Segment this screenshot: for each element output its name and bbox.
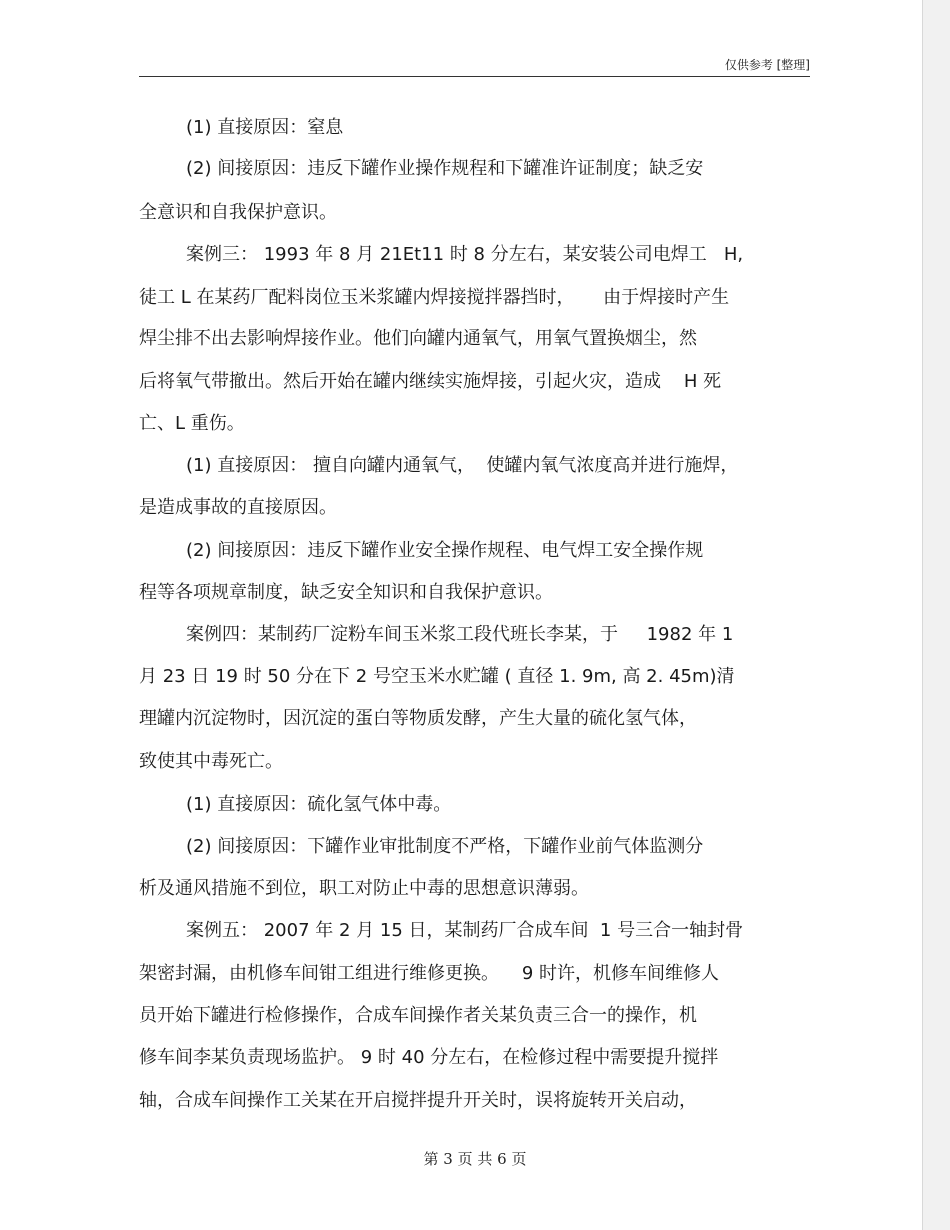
- text-line: 案例三： 1993 年 8 月 21Et11 时 8 分左右，某安装公司电焊工 H,: [186, 244, 744, 265]
- page-footer: 第 3 页 共 6 页: [423, 1150, 527, 1168]
- text-line: (1) 直接原因： 擅自向罐内通氧气， 使罐内氧气浓度高并进行施焊，: [186, 455, 739, 476]
- text-line: (1) 直接原因：硫化氢气体中毒。: [186, 794, 452, 815]
- text-line: 月 23 日 19 时 50 分在下 2 号空玉米水贮罐 ( 直径 1. 9m, 高 2. 45m)清: [139, 666, 735, 687]
- page-header: 仅供参考 [整理]: [724, 58, 810, 72]
- text-line: 后将氧气带撤出。然后开始在罐内继续实施焊接，引起火灾，造成 H 死: [139, 371, 722, 392]
- text-line: 徒工 L 在某药厂配料岗位玉米浆罐内焊接搅拌器挡时， 由于焊接时产生: [139, 287, 730, 308]
- text-line: 理罐内沉淀物时，因沉淀的蛋白等物质发酵，产生大量的硫化氢气体，: [139, 708, 697, 729]
- text-line: 析及通风措施不到位，职工对防止中毒的思想意识薄弱。: [139, 878, 589, 899]
- text-line: 是造成事故的直接原因。: [139, 497, 337, 518]
- text-line: (2) 间接原因：违反下罐作业安全操作规程、电气焊工安全操作规: [186, 540, 704, 561]
- text-line: (1) 直接原因：窒息: [186, 117, 344, 138]
- text-line: 全意识和自我保护意识。: [139, 202, 337, 223]
- text-line: 亡、L 重伤。: [139, 413, 245, 434]
- text-line: 案例五： 2007 年 2 月 15 日，某制药厂合成车间 1 号三合一轴封骨: [186, 920, 744, 941]
- text-line: 案例四：某制药厂淀粉车间玉米浆工段代班长李某，于 1982 年 1: [186, 624, 734, 645]
- text-line: (2) 间接原因：违反下罐作业操作规程和下罐准许证制度；缺乏安: [186, 158, 704, 179]
- text-line: 致使其中毒死亡。: [139, 751, 283, 772]
- text-line: 焊尘排不出去影响焊接作业。他们向罐内通氧气，用氧气置换烟尘，然: [139, 328, 697, 349]
- text-line: 程等各项规章制度，缺乏安全知识和自我保护意识。: [139, 582, 553, 603]
- text-line: (2) 间接原因：下罐作业审批制度不严格，下罐作业前气体监测分: [186, 836, 704, 857]
- text-line: 修车间李某负责现场监护。 9 时 40 分左右，在检修过程中需要提升搅拌: [139, 1047, 719, 1068]
- text-line: 轴，合成车间操作工关某在开启搅拌提升开关时，误将旋转开关启动，: [139, 1090, 697, 1111]
- text-line: 架密封漏，由机修车间钳工组进行维修更换。 9 时许，机修车间维修人: [139, 963, 720, 984]
- header-rule: [139, 76, 810, 77]
- text-line: 员开始下罐进行检修操作，合成车间操作者关某负责三合一的操作，机: [139, 1005, 697, 1026]
